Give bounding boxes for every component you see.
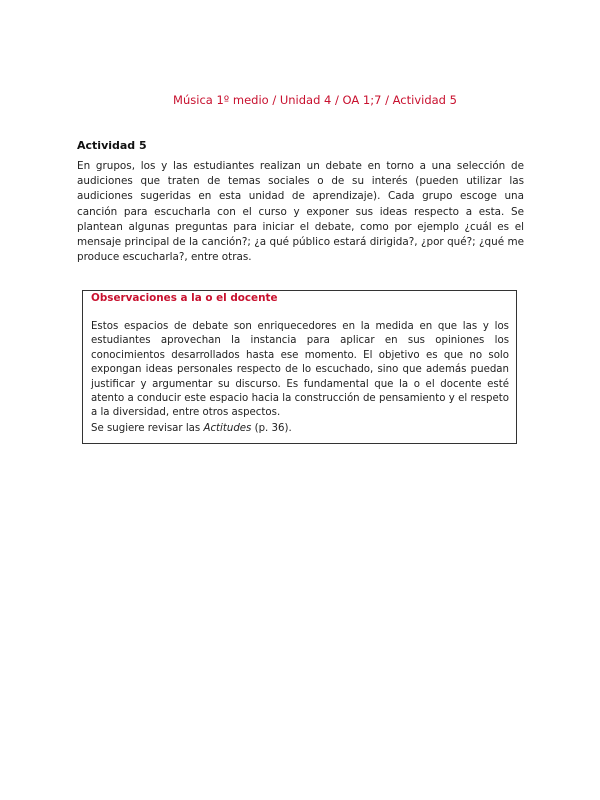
activity-description: En grupos, los y las estudiantes realizan un debate en torno a una selección de audiciones que traten de temas sociales o de su interés (pueden utilizar las audiciones sugeridas en esta unidad de aprendizaje). Cada grupo escoge una canción para escucharla con el curso y exponer sus ideas respecto a esta. Se plantean algunas preguntas para iniciar el debate, como por ejemplo ¿cuál es el mensaje principal de la canción?; ¿a qué público estará dirigida?, ¿por qué?; ¿qué me produce escucharla?, entre otras. — [77, 160, 524, 264]
teacher-observations-note — [91, 423, 292, 434]
note-prefix: Se sugiere revisar las — [91, 423, 204, 434]
note-suffix: (p. 36). — [251, 423, 292, 434]
note-attitudes-reference: Actitudes — [203, 423, 252, 434]
teacher-observations-text: Estos espacios de debate son enriquecedores en la medida en que las y los estudiantes aprovechan la instancia para aplicar en sus opiniones los conocimientos desarrollados hasta ese momento. El objetivo es que no solo expongan ideas personales respecto de lo escuchado, sino que además puedan justificar y argumentar su discurso. Es fundamental que la o el docente esté atento a conducir este espacio hacia la construcción de pensamiento y el respeto a la diversidad, entre otros aspectos. — [91, 321, 509, 419]
activity-title: Actividad 5 — [77, 139, 147, 152]
teacher-observations-title: Observaciones a la o el docente — [91, 292, 278, 304]
teacher-observations-box — [82, 290, 517, 444]
page-header-breadcrumb: Música 1º medio / Unidad 4 / OA 1;7 / Actividad 5 — [173, 93, 457, 107]
